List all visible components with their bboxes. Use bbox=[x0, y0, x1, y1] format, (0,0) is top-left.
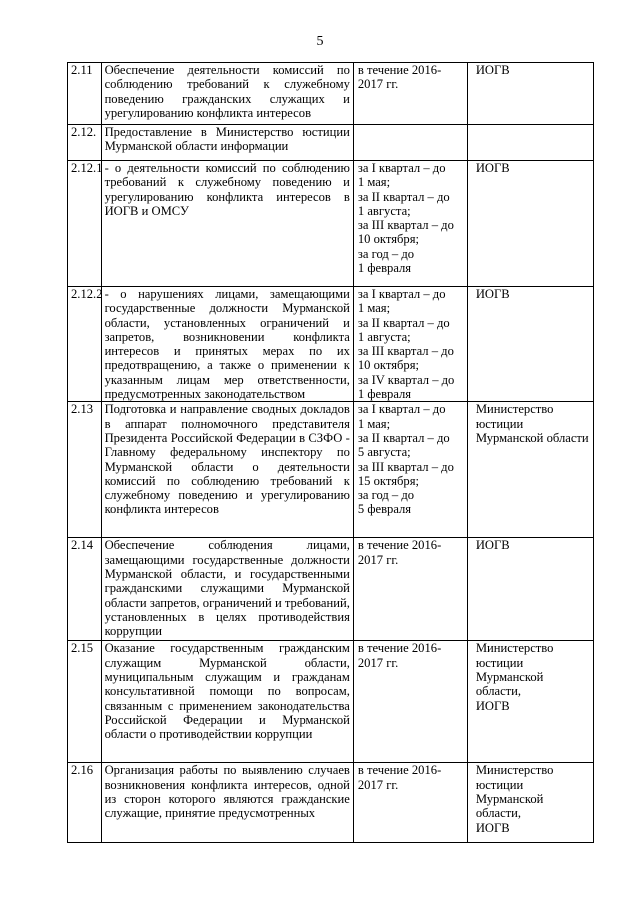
table-row bbox=[68, 63, 594, 125]
measure-name: Организация работы по выявлению случаев возникновения конфликта интересов, одной из сторон которого являются гражданские служащие, принятие предусмотренных bbox=[101, 763, 353, 843]
table-row bbox=[68, 287, 594, 402]
measure-term: в течение 2016- 2017 гг. bbox=[353, 641, 467, 763]
row-number: 2.13 bbox=[68, 402, 102, 538]
row-number: 2.12.1 bbox=[68, 161, 102, 287]
measure-term: в течение 2016- 2017 гг. bbox=[353, 763, 467, 843]
measures-table-body bbox=[68, 63, 594, 843]
table-row bbox=[68, 641, 594, 763]
measure-responsible: ИОГВ bbox=[467, 287, 593, 402]
page-number: 5 bbox=[316, 34, 324, 49]
table-row bbox=[68, 538, 594, 641]
table-row bbox=[68, 402, 594, 538]
measure-term: за I квартал – до 1 мая; за II квартал – до 1 августа; за III квартал – до 10 октября; за IV квартал – до 1 февраля bbox=[353, 287, 467, 402]
measure-name: - о деятельности комиссий по соблюдению требований к служебному поведению и урегулированию конфликта интересов в ИОГВ и ОМСУ bbox=[101, 161, 353, 287]
measure-name: Обеспечение деятельности комиссий по соблюдению требований к служебному поведению гражданских служащих и урегулированию конфликта интересов bbox=[101, 63, 353, 125]
measure-responsible bbox=[467, 125, 593, 161]
measure-term: в течение 2016- 2017 гг. bbox=[353, 63, 467, 125]
measure-term: за I квартал – до 1 мая; за II квартал – до 5 августа; за III квартал – до 15 октября; за год – до 5 февраля bbox=[353, 402, 467, 538]
measure-responsible: Министерство юстиции Мурманской области, ИОГВ bbox=[467, 641, 593, 763]
measure-responsible: ИОГВ bbox=[467, 63, 593, 125]
measure-term bbox=[353, 125, 467, 161]
measure-name: Обеспечение соблюдения лицами, замещающими государственные должности Мурманской области, и государственными гражданскими служащими Мурманской области запретов, ограничений и требований, установленных в целях противодействия коррупции bbox=[101, 538, 353, 641]
measure-term: в течение 2016- 2017 гг. bbox=[353, 538, 467, 641]
measure-name: - о нарушениях лицами, замещающими государственные должности Мурманской области, установленных ограничений и запретов, возникновении конфликта интересов и принятых мерах по их предотвращению, а также о применении к указанным лицам мер ответственности, предусмотренных законодательством bbox=[101, 287, 353, 402]
row-number: 2.12.2 bbox=[68, 287, 102, 402]
measures-table bbox=[67, 62, 594, 843]
row-number: 2.14 bbox=[68, 538, 102, 641]
measure-responsible: Министерство юстиции Мурманской области bbox=[467, 402, 593, 538]
row-number: 2.15 bbox=[68, 641, 102, 763]
table-row bbox=[68, 763, 594, 843]
table-row bbox=[68, 161, 594, 287]
measure-responsible: ИОГВ bbox=[467, 161, 593, 287]
row-number: 2.12. bbox=[68, 125, 102, 161]
measure-responsible: Министерство юстиции Мурманской области, ИОГВ bbox=[467, 763, 593, 843]
row-number: 2.16 bbox=[68, 763, 102, 843]
row-number: 2.11 bbox=[68, 63, 102, 125]
measure-name: Подготовка и направление сводных докладов в аппарат полномочного представителя Президента Российской Федерации в СЗФО - Главному федеральному инспектору по Мурманской области о деятельности комиссий по соблюдению требований к служебному поведению и урегулированию конфликта интересов bbox=[101, 402, 353, 538]
measure-name: Предоставление в Министерство юстиции Мурманской области информации bbox=[101, 125, 353, 161]
measure-responsible: ИОГВ bbox=[467, 538, 593, 641]
measure-term: за I квартал – до 1 мая; за II квартал – до 1 августа; за III квартал – до 10 октября; за год – до 1 февраля bbox=[353, 161, 467, 287]
table-row bbox=[68, 125, 594, 161]
measure-name: Оказание государственным гражданским служащим Мурманской области, муниципальным служащим и гражданам консультативной помощи по вопросам, связанным с применением законодательства Российской Федерации и Мурманской области о противодействии коррупции bbox=[101, 641, 353, 763]
